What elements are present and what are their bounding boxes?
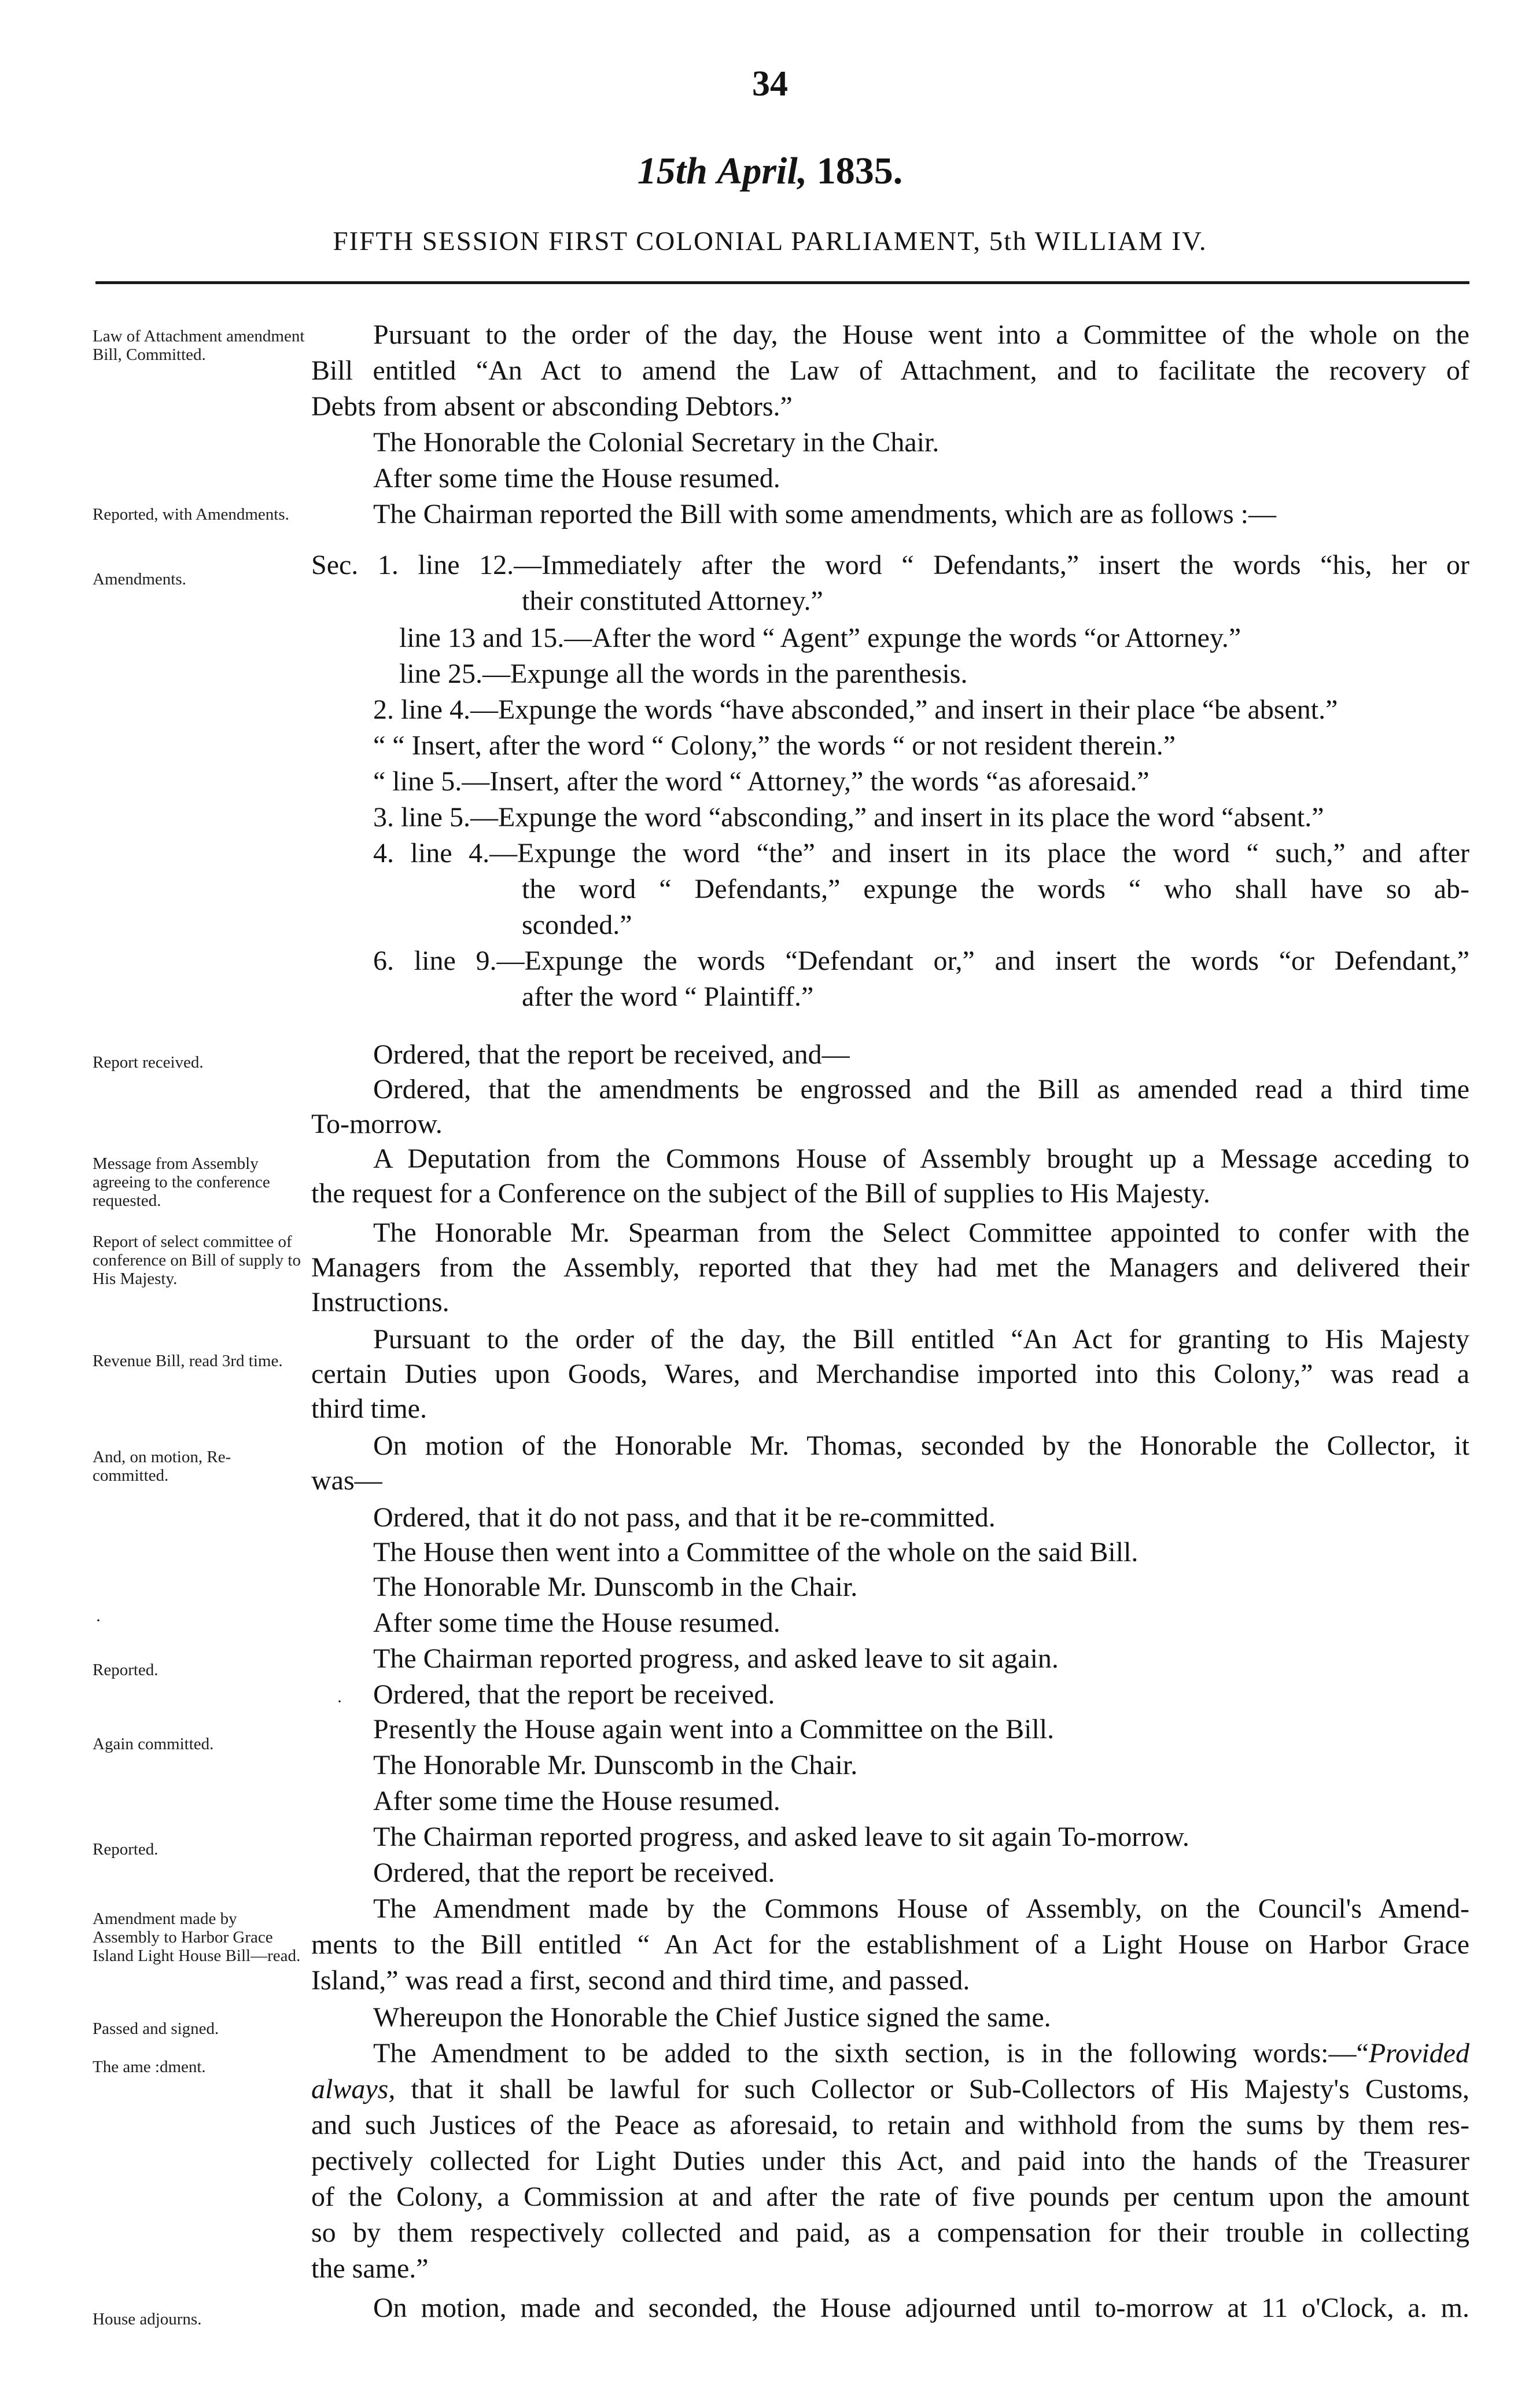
body-line: the word “ Defendants,” expunge the words “ who shall have so ab- [522, 874, 1469, 904]
body-line: Whereupon the Honorable the Chief Justice signed the same. [373, 2002, 1051, 2033]
body-line: pectively collected for Light Duties under this Act, and paid into the hands of the Treasurer [311, 2146, 1469, 2176]
margin-note: Again committed. [93, 1735, 214, 1753]
margin-note: House adjourns. [93, 2310, 202, 2328]
body-line: 3. line 5.—Expunge the word “absconding,” and insert in its place the word “absent.” [373, 802, 1324, 833]
body-line: Pursuant to the order of the day, the House went into a Committee of the whole on the [373, 319, 1469, 350]
body-line: The Honorable Mr. Spearman from the Select Committee appointed to confer with the [373, 1217, 1469, 1248]
margin-note: Amendment made by Assembly to Harbor Grace Island Light House Bill—read. [93, 1910, 301, 1965]
date-day: 15th [637, 150, 708, 192]
body-line: A Deputation from the Commons House of Assembly brought up a Message acceding to [373, 1143, 1469, 1174]
body-line: The House then went into a Committee of the whole on the said Bill. [373, 1537, 1139, 1568]
margin-note: Reported. [93, 1840, 159, 1859]
body-line: Pursuant to the order of the day, the Bill entitled “An Act for granting to His Majesty [373, 1324, 1469, 1355]
margin-note: Law of Attachment amendment Bill, Committed. [93, 327, 305, 364]
body-line: certain Duties upon Goods, Wares, and Merchandise imported into this Colony,” was read a [311, 1359, 1469, 1389]
margin-note: Revenue Bill, read 3rd time. [93, 1352, 283, 1370]
body-line: 4. line 4.—Expunge the word “the” and insert in its place the word “ such,” and after [373, 838, 1469, 869]
body-line: The Amendment made by the Commons House of Assembly, on the Council's Amend- [373, 1893, 1469, 1924]
margin-note: Passed and signed. [93, 2019, 219, 2038]
body-line: Sec. 1. line 12.—Immediately after the word “ Defendants,” insert the words “his, her or [311, 550, 1469, 580]
body-line: 6. line 9.—Expunge the words “Defendant or,” and insert the words “or Defendant,” [373, 946, 1469, 976]
body-line: the same.” [311, 2253, 429, 2284]
body-line: Bill entitled “An Act to amend the Law of Attachment, and to facilitate the recovery of [311, 355, 1469, 386]
session-heading: FIFTH SESSION FIRST COLONIAL PARLIAMENT, 5th WILLIAM IV. [333, 226, 1207, 256]
body-line: The Chairman reported progress, and asked leave to sit again To-morrow. [373, 1822, 1189, 1852]
margin-note: And, on motion, Re-committed. [93, 1448, 231, 1485]
body-line: “ “ Insert, after the word “ Colony,” the words “ or not resident therein.” [373, 730, 1176, 761]
margin-note: The ame :dment. [93, 2058, 206, 2076]
margin-note: Amendments. [93, 570, 186, 588]
body-line: was— [311, 1465, 382, 1496]
date-year: 1835. [816, 150, 903, 192]
quote-intro: The Amendment to be added to the sixth section, is in the following words:—“ [373, 2038, 1369, 2069]
page-number: 34 [752, 64, 788, 104]
body-line: third time. [311, 1393, 427, 1424]
body-line: line 13 and 15.—After the word “ Agent” expunge the words “or Attorney.” [399, 623, 1241, 653]
body-line: Ordered, that the report be received. [373, 1679, 775, 1710]
ink-speck: · [337, 1692, 342, 1711]
body-line: Island,” was read a first, second and third time, and passed. [311, 1965, 970, 1996]
quote-text: that it shall be lawful for such Collector or Sub-Collectors of His Majesty's Customs, [411, 2074, 1470, 2105]
body-line: Ordered, that it do not pass, and that it be re-committed. [373, 1502, 996, 1533]
body-line: The Honorable the Colonial Secretary in the Chair. [373, 427, 940, 458]
body-line: Managers from the Assembly, reported that they had met the Managers and delivered their [311, 1252, 1469, 1283]
body-line: after the word “ Plaintiff.” [522, 981, 814, 1012]
margin-note: Report received. [93, 1053, 204, 1072]
margin-note: Reported. [93, 1661, 159, 1679]
body-line: The Chairman reported the Bill with some amendments, which are as follows :— [373, 499, 1276, 529]
date-month: April, [717, 150, 808, 192]
margin-note: Report of select committee of conference on Bill of supply to His Majesty. [93, 1233, 301, 1288]
body-line: of the Colony, a Commission at and after the rate of five pounds per centum upon the amount [311, 2181, 1469, 2212]
body-line: After some time the House resumed. [373, 463, 780, 494]
margin-note: Message from Assembly agreeing to the conference requested. [93, 1154, 270, 1210]
body-line [373, 2036, 1469, 2072]
body-line: “ line 5.—Insert, after the word “ Attorney,” the words “as aforesaid.” [373, 766, 1150, 797]
body-line: Debts from absent or absconding Debtors.” [311, 391, 793, 422]
body-line: and such Justices of the Peace as aforesaid, to retain and withhold from the sums by them res- [311, 2110, 1469, 2140]
body-line: After some time the House resumed. [373, 1786, 780, 1816]
ink-speck: · [95, 1611, 101, 1630]
body-line: Ordered, that the report be received. [373, 1857, 775, 1888]
body-line: To-morrow. [311, 1109, 443, 1139]
body-line: On motion of the Honorable Mr. Thomas, seconded by the Honorable the Collector, it [373, 1430, 1469, 1461]
header-rule [95, 281, 1469, 284]
body-line: Presently the House again went into a Committee on the Bill. [373, 1714, 1055, 1745]
body-line: 2. line 4.—Expunge the words “have absconded,” and insert in their place “be absent.” [373, 694, 1338, 725]
margin-note: Reported, with Amendments. [93, 505, 289, 524]
body-line: Ordered, that the report be received, and— [373, 1039, 850, 1070]
body-line: their constituted Attorney.” [522, 586, 823, 616]
quote-provided: Provided [1368, 2038, 1469, 2069]
body-line: The Chairman reported progress, and asked leave to sit again. [373, 1643, 1059, 1674]
body-line: so by them respectively collected and paid, as a compensation for their trouble in collecting [311, 2217, 1469, 2248]
body-line: After some time the House resumed. [373, 1607, 780, 1638]
body-line [311, 2072, 1469, 2107]
body-line: Ordered, that the amendments be engrossed and the Bill as amended read a third time [373, 1074, 1469, 1105]
body-line: the request for a Conference on the subject of the Bill of supplies to His Majesty. [311, 1178, 1210, 1209]
body-line: The Honorable Mr. Dunscomb in the Chair. [373, 1750, 858, 1780]
body-line: Instructions. [311, 1287, 450, 1318]
body-line: line 25.—Expunge all the words in the parenthesis. [399, 658, 968, 689]
page-date [0, 149, 1540, 193]
body-line: On motion, made and seconded, the House adjourned until to-morrow at 11 o'Clock, a. m. [373, 2293, 1469, 2323]
body-line: The Honorable Mr. Dunscomb in the Chair. [373, 1572, 858, 1602]
body-line: ments to the Bill entitled “ An Act for the establishment of a Light House on Harbor Grace [311, 1929, 1469, 1960]
body-line: sconded.” [522, 910, 632, 940]
quote-always: always, [311, 2074, 396, 2105]
